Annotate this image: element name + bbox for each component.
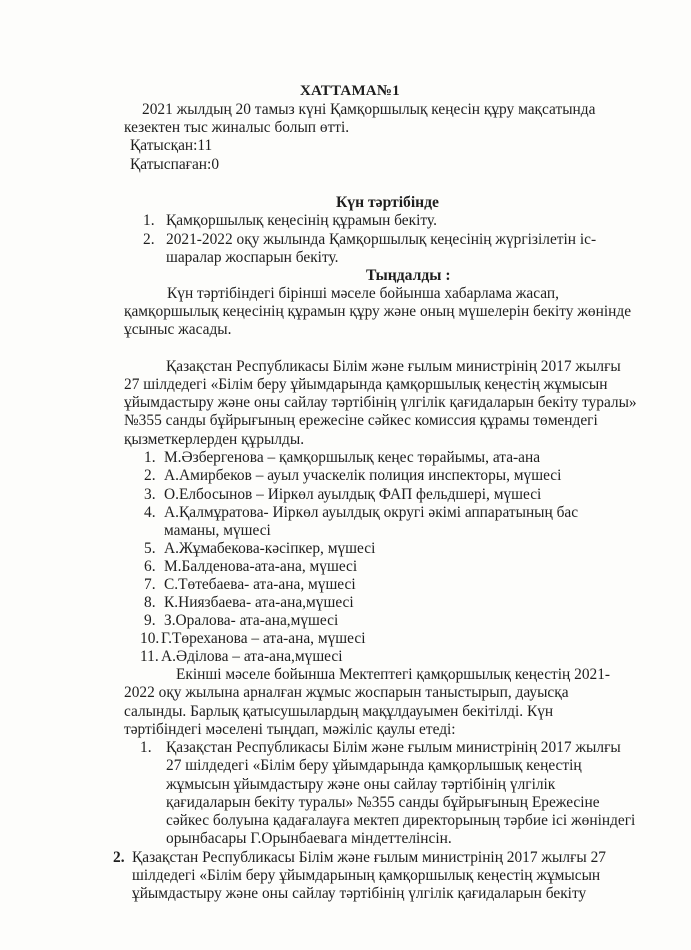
member-number: 10. [140, 630, 160, 647]
member-text: Г.Төреханова – ата-ана, мүшесі [161, 630, 366, 647]
heard-para1-line: қамқоршылық кеңесінің құрамын құру және оның мүшелерін бекіту жөнінде [124, 303, 632, 320]
member-text: А.Жұмабекова-кәсіпкер, мүшесі [164, 540, 376, 557]
agenda-item-number: 2. [143, 231, 155, 248]
attendance-present: Қатысқан:11 [130, 137, 213, 154]
intro-line-2: кезектен тыс жиналыс болып өтті. [124, 119, 350, 136]
member-text: З.Оралова- ата-ана,мүшесі [164, 612, 339, 629]
resolution-number: 1. [140, 739, 152, 756]
member-number: 7. [144, 576, 156, 593]
resolution-text: қағидаларын бекіту туралы» №355 санды бұйрығының Ережесіне [166, 794, 600, 811]
second-issue-line: 2022 оқу жылына арналған жұмыс жоспарын таныстырып, дауысқа [124, 684, 569, 701]
member-number: 6. [144, 558, 156, 575]
heard-para2-line: Қазақстан Республикасы Білім және ғылым министрінің 2017 жылғы [166, 358, 621, 375]
member-number: 2. [144, 467, 156, 484]
heard-para1-line: ұсыныс жасады. [124, 321, 232, 338]
resolution-text: ұйымдастыру және оны сайлау тәртібінің үлгілік қағидаларын бекіту [132, 885, 587, 902]
member-text: А.Әділова – ата-ана,мүшесі [161, 648, 343, 665]
resolution-text: жұмысын ұйымдастыру және оны сайлау тәртібінің үлгілік [166, 776, 556, 793]
intro-line-1: 2021 жылдың 20 тамыз күні Қамқоршылық кеңесін құру мақсатында [142, 101, 596, 118]
second-issue-line: тәртібіндегі мәселені тыңдап, мәжіліс қаулы етеді: [124, 721, 456, 738]
agenda-item-text: шаралар жоспарын бекіту. [166, 249, 339, 266]
member-number: 8. [144, 594, 156, 611]
heard-para2-line: ұйымдастыру және оны сайлау тәртібінің үлгілік қағидаларын бекіту туралы» [124, 394, 637, 411]
resolution-text: 27 шілдедегі «Білім беру ұйымдарында қамқорлышық кеңестің [166, 757, 582, 774]
member-number: 11. [140, 648, 159, 665]
second-issue-line: Екінші мәселе бойынша Мектептегі қамқоршылық кеңестің 2021- [176, 666, 611, 683]
heard-heading: Тыңдалды : [366, 267, 451, 284]
resolution-text: орынбасары Г.Орынбаевага міндеттелінсін. [166, 830, 452, 847]
member-text: маманы, мүшесі [164, 522, 271, 539]
member-number: 1. [144, 449, 156, 466]
heard-para2-line: №355 санды бұйрығының ережесіне сәйкес комиссия құрамы төмендегі [124, 412, 598, 429]
resolution-text: сәйкес болуына қадағалауға мектеп директорының тәрбие ісі жөніндегі [166, 812, 636, 829]
member-text: А.Қалмұратова- Иіркөл ауылдық округі әкімі аппаратының бас [164, 504, 579, 521]
resolution-text: Қазақстан Республикасы Білім және ғылым министрінің 2017 жылғы [166, 739, 621, 756]
member-text: М.Балденова-ата-ана, мүшесі [164, 558, 358, 575]
member-text: М.Әзбергенова – қамқоршылық кеңес төрайымы, ата-ана [164, 449, 541, 466]
member-number: 4. [144, 504, 156, 521]
agenda-item-number: 1. [143, 212, 155, 229]
member-number: 5. [144, 540, 156, 557]
resolution-number: 2. [113, 849, 125, 866]
member-number: 3. [144, 486, 156, 503]
resolution-text: Қазақстан Республикасы Білім және ғылым министрінің 2017 жылғы 27 [132, 849, 606, 866]
heard-para1-line: Күн тәртібіндегі бірінші мәселе бойынша хабарлама жасап, [167, 285, 559, 302]
resolution-text: шілдедегі «Білім беру ұйымдарының қамқоршылық кеңестің жұмысын [132, 867, 601, 884]
document-title: ХАТТАМА№1 [300, 83, 400, 99]
member-text: А.Амирбеков – ауыл учаскелік полиция инспекторы, мүшесі [164, 467, 562, 484]
second-issue-line: салынды. Барлық қатысушылардың мақұлдауымен бекітілді. Күн [124, 703, 554, 720]
agenda-heading: Күн тәртібінде [336, 194, 439, 211]
agenda-item-text: 2021-2022 оқу жылында Қамқоршылық кеңесінің жүргізілетін іс- [166, 231, 597, 248]
heard-para2-line: қызметкерлерден құрылды. [124, 431, 305, 448]
agenda-item-text: Қамқоршылық кеңесінің құрамын бекіту. [166, 212, 437, 229]
member-text: К.Ниязбаева- ата-ана,мүшесі [164, 594, 354, 611]
member-number: 9. [144, 612, 156, 629]
attendance-absent: Қатыспаған:0 [130, 156, 220, 173]
member-text: С.Төтебаева- ата-ана, мүшесі [164, 576, 356, 593]
heard-para2-line: 27 шілдедегі «Білім беру ұйымдарында қамқоршылық кеңестің жұмысын [124, 376, 608, 393]
member-text: О.Елбосынов – Иіркөл ауылдық ФАП фельдшері, мүшесі [164, 486, 542, 503]
